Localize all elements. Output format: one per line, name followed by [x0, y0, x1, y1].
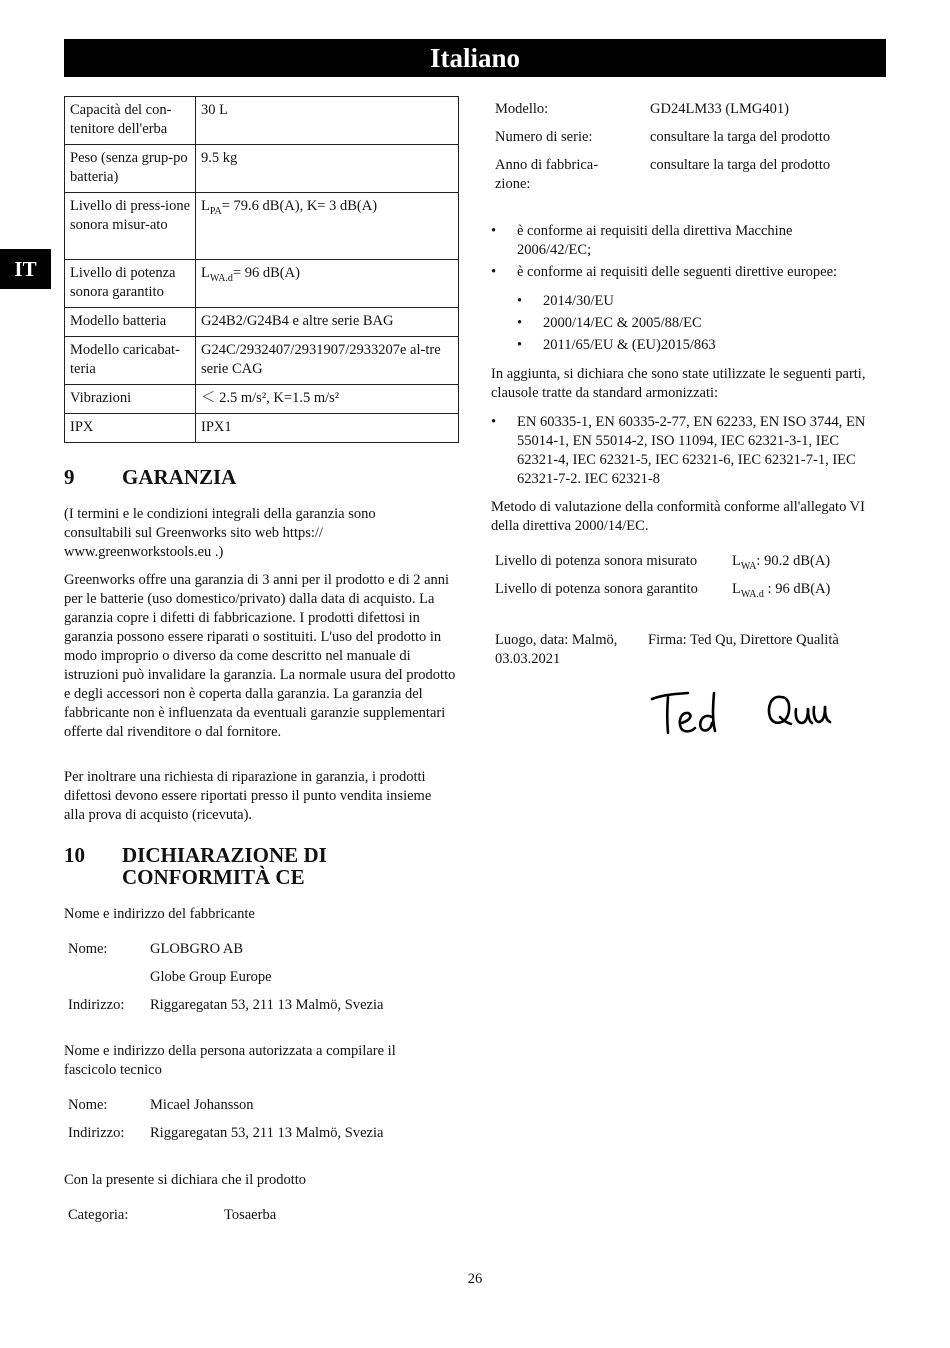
spec-value: ＜ 2.5 m/s², K=1.5 m/s²	[196, 385, 459, 414]
table-row	[65, 414, 459, 443]
model-label: Modello:	[495, 101, 549, 117]
table-row	[65, 193, 459, 260]
spec-value: G24C/2932407/2931907/2933207e al-tre serie CAG	[196, 337, 459, 385]
measured-power-value	[732, 552, 830, 576]
table-row	[65, 337, 459, 385]
standards-intro: In aggiunta, si dichiara che sono state utilizzate le seguenti parti, clausole tratte da standard armonizzati:	[491, 366, 866, 401]
symbol-subscript: WA.d	[209, 272, 233, 284]
warranty-paragraph-1: (I termini e le condizioni integrali della garanzia sono consultabili sul Greenworks sito web https:// www.greenworkstools.eu .)	[64, 506, 376, 560]
symbol: L	[732, 581, 741, 597]
spec-label: Vibrazioni	[65, 385, 196, 414]
directive-text: 2000/14/EC & 2005/88/EC	[543, 315, 702, 331]
section-number: 9	[64, 465, 75, 489]
authorized-name-label: Nome:	[68, 1097, 108, 1113]
symbol: L	[201, 198, 210, 214]
guaranteed-power-value	[732, 580, 830, 604]
bullet-glyph: •	[491, 223, 497, 239]
model-value: GD24LM33 (LMG401)	[650, 101, 789, 117]
warranty-paragraph-3: Per inoltrare una richiesta di riparazione in garanzia, i prodotti difettosi devono essere riportati presso il punto vendita insieme alla prova di acquisto (ricevuta).	[64, 769, 432, 823]
table-row	[65, 97, 459, 145]
handwritten-signature	[648, 685, 838, 745]
section-number: 10	[64, 843, 85, 867]
spec-value	[196, 193, 459, 260]
language-tab: IT	[0, 249, 51, 289]
year-value: consultare la targa del prodotto	[650, 157, 831, 173]
assessment-method: Metodo di valutazione della conformità conforme all'allegato VI della direttiva 2000/14/EC.	[491, 499, 865, 534]
signature-caption: Firma: Ted Qu, Direttore Qualità	[648, 632, 839, 648]
spec-value	[196, 260, 459, 308]
warranty-paragraph-2: Greenworks offre una garanzia di 3 anni per il prodotto e di 2 anni per le batterie (uso domestico/privato) dalla data di acquisto. La garanzia copre i difetti di fabbricazione. I prodotti difettosi in garanzia possono essere riparati o sostituiti. L'uso del prodotto in modo improprio o diverso da come descritto nel manuale di istruzioni può invalidare la garanzia. La normale usura del prodotto e degli accessori non è coperta dalla garanzia. La garanzia del fabbricante non è influenzata da eventuali garanzie supplementari offerte dal rivenditore o dal fornitore.	[64, 572, 456, 740]
bullet-text: è conforme ai requisiti della direttiva Macchine 2006/42/EC;	[517, 223, 793, 258]
place-date-line-2: 03.03.2021	[495, 651, 561, 667]
page-header-title: Italiano	[64, 39, 886, 77]
value-text: : 96 dB(A)	[763, 581, 831, 597]
spec-value: 30 L	[196, 97, 459, 145]
spec-label: IPX	[65, 414, 196, 443]
spec-label: Capacità del con-tenitore dell'erba	[65, 97, 196, 145]
manufacturer-address-label: Indirizzo:	[68, 997, 125, 1013]
year-label-line-1: Anno di fabbrica-	[495, 157, 599, 173]
serial-label: Numero di serie:	[495, 129, 593, 145]
serial-value: consultare la targa del prodotto	[650, 129, 831, 145]
manufacturer-heading: Nome e indirizzo del fabbricante	[64, 906, 255, 922]
value-text: = 79.6 dB(A), K= 3 dB(A)	[221, 198, 378, 214]
table-row	[65, 260, 459, 308]
manufacturer-address: Riggaregatan 53, 211 13 Malmö, Svezia	[150, 997, 384, 1013]
bullet-glyph: •	[517, 337, 523, 353]
product-declaration-heading: Con la presente si dichiara che il prodotto	[64, 1172, 306, 1188]
section-title: GARANZIA	[122, 465, 237, 489]
section-title-line-1: DICHIARAZIONE DI	[122, 843, 327, 867]
table-row	[65, 145, 459, 193]
measured-power-label: Livello di potenza sonora misurato	[495, 553, 698, 569]
guaranteed-power-label: Livello di potenza sonora garantito	[495, 581, 698, 597]
value-text: = 96 dB(A)	[232, 265, 300, 281]
year-label-line-2: zione:	[495, 176, 531, 192]
spec-value: IPX1	[196, 414, 459, 443]
authorized-name: Micael Johansson	[150, 1097, 254, 1113]
spec-label: Peso (senza grup-po batteria)	[65, 145, 196, 193]
category-value: Tosaerba	[224, 1207, 277, 1223]
section-10-heading	[64, 844, 459, 890]
symbol-subscript: PA	[209, 205, 222, 217]
spec-label: Livello di press-ione sonora misur-ato	[65, 193, 196, 260]
table-row	[65, 385, 459, 414]
manufacturer-name-label: Nome:	[68, 941, 108, 957]
bullet-text: è conforme ai requisiti delle seguenti direttive europee:	[517, 264, 838, 280]
spec-label: Livello di potenza sonora garantito	[65, 260, 196, 308]
specifications-table	[64, 96, 459, 443]
authorized-person-heading: Nome e indirizzo della persona autorizzata a compilare il fascicolo tecnico	[64, 1043, 396, 1078]
manufacturer-name: GLOBGRO AB	[150, 941, 244, 957]
directive-text: 2014/30/EU	[543, 293, 614, 309]
value-text: : 90.2 dB(A)	[756, 553, 831, 569]
bullet-glyph: •	[517, 315, 523, 331]
symbol-subscript: WA.d	[740, 588, 764, 600]
manufacturer-name-line-2: Globe Group Europe	[150, 969, 272, 985]
section-9-heading	[64, 466, 459, 490]
bullet-glyph: •	[491, 414, 497, 430]
bullet-glyph: •	[491, 264, 497, 280]
spec-value: G24B2/G24B4 e altre serie BAG	[196, 308, 459, 337]
directive-text: 2011/65/EU & (EU)2015/863	[543, 337, 716, 353]
symbol-subscript: WA	[740, 560, 757, 572]
place-date-line-1: Luogo, data: Malmö,	[495, 632, 618, 648]
table-row	[65, 308, 459, 337]
symbol: L	[201, 265, 210, 281]
section-title	[122, 844, 422, 888]
authorized-address-label: Indirizzo:	[68, 1125, 125, 1141]
standards-text: EN 60335-1, EN 60335-2-77, EN 62233, EN ISO 3744, EN 55014-1, EN 55014-2, ISO 11094, IEC 62321-3-1, IEC 62321-4, IEC 62321-5, IEC 62321-6, IEC 62321-7-1, IEC 62321-7-2. IEC 62321-8	[517, 414, 866, 487]
spec-label: Modello batteria	[65, 308, 196, 337]
page-number: 26	[467, 1271, 483, 1287]
bullet-glyph: •	[517, 293, 523, 309]
authorized-address: Riggaregatan 53, 211 13 Malmö, Svezia	[150, 1125, 384, 1141]
spec-value: 9.5 kg	[196, 145, 459, 193]
spec-label: Modello caricabat-teria	[65, 337, 196, 385]
symbol: L	[732, 553, 741, 569]
section-title-line-2: CONFORMITÀ CE	[122, 865, 305, 889]
category-label: Categoria:	[68, 1207, 129, 1223]
